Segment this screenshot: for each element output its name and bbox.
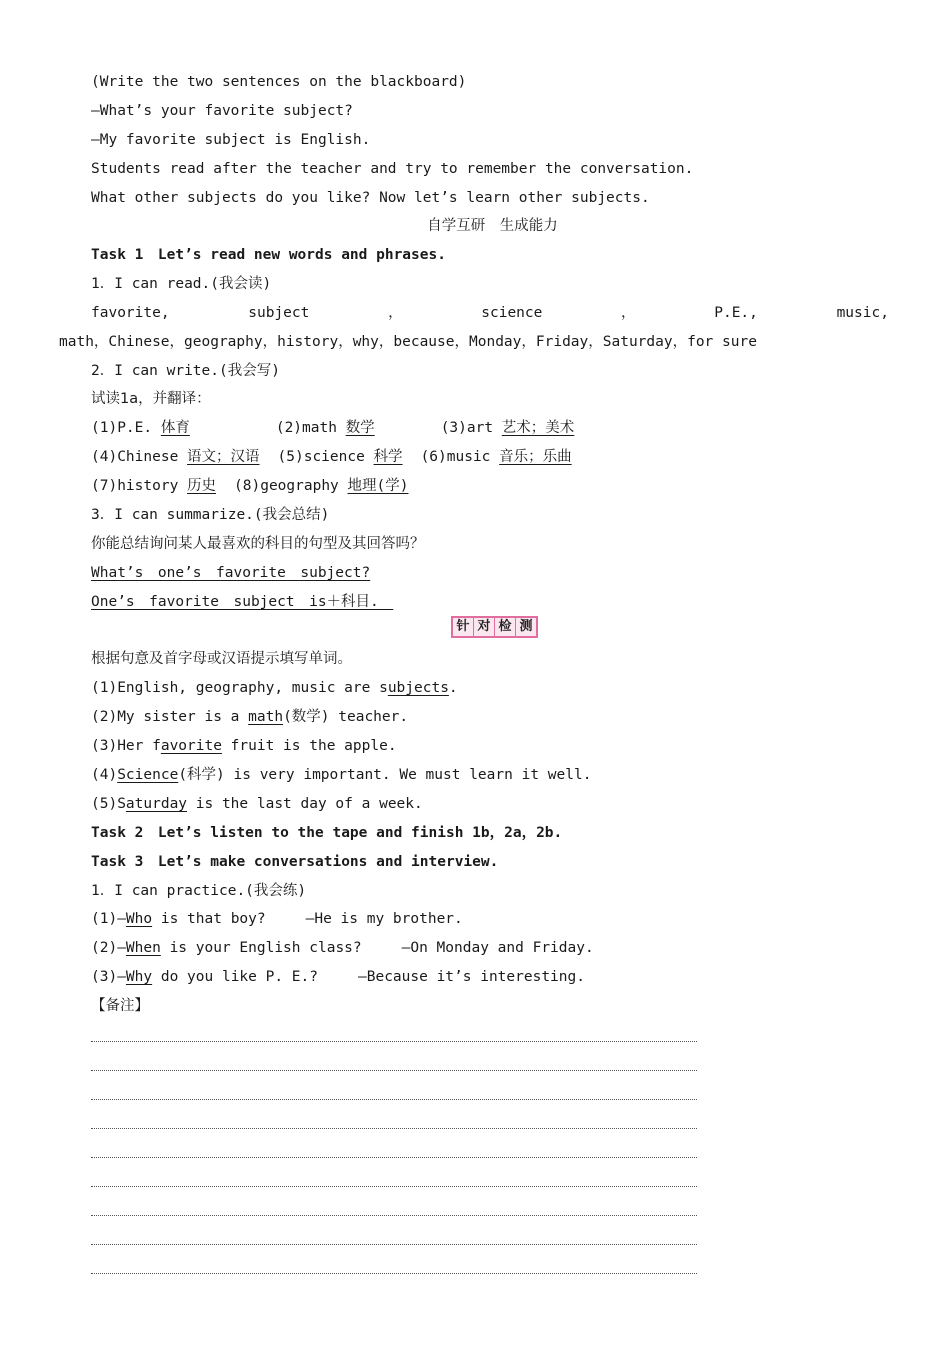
item-reply: —Because it’s interesting.	[358, 969, 585, 985]
item-text: (1)—	[91, 911, 126, 927]
item-reply: —He is my brother.	[305, 911, 463, 927]
translate-prompt: 试读1a，并翻译：	[91, 391, 211, 407]
note-line[interactable]	[91, 1099, 697, 1100]
summarize-label: 3．I can summarize.(我会总结)	[91, 507, 330, 523]
notes-label: 【备注】	[91, 998, 149, 1014]
dialogue-item	[91, 909, 463, 929]
item-text: (4)	[91, 767, 118, 783]
word: favorite,	[91, 305, 170, 321]
word: P.E.,	[714, 305, 758, 321]
item-prefix: (3)art	[440, 420, 502, 436]
section-title: 自学互研 生成能力	[427, 218, 558, 234]
word: subject	[248, 305, 310, 321]
item-prefix: (8)geography	[234, 478, 348, 494]
note-line[interactable]	[91, 1215, 697, 1216]
dialogue-item	[91, 938, 594, 958]
item-answer: 历史	[187, 478, 217, 494]
task3-title: Task 3 Let’s make conversations and interview.	[91, 854, 499, 870]
item-answer: aturday	[125, 796, 188, 812]
word-list-row	[91, 303, 889, 323]
exercise-item	[91, 678, 458, 698]
note-line[interactable]	[91, 1041, 697, 1042]
word-separator: ，	[388, 305, 403, 321]
item-answer: 音乐；乐曲	[499, 449, 572, 465]
translate-row	[91, 447, 572, 467]
item-text: do you like P. E.?	[152, 969, 318, 985]
item-text: (1)English, geography, music are s	[91, 680, 388, 696]
item-text: fruit is the apple.	[221, 738, 397, 754]
item-text: is the last day of a week.	[187, 796, 423, 812]
intro-line: —What’s your favorite subject?	[91, 103, 353, 119]
item-text: is that boy?	[152, 911, 266, 927]
item-text: (3)—	[91, 969, 126, 985]
item-prefix: (4)Chinese	[91, 449, 188, 465]
read-label: 1．I can read.(我会读)	[91, 276, 272, 292]
item-answer: 科学	[373, 449, 403, 465]
badge-char: 对	[474, 618, 495, 636]
word: science	[481, 305, 543, 321]
translate-row	[91, 418, 574, 438]
note-line[interactable]	[91, 1157, 697, 1158]
item-answer: 艺术；美术	[501, 420, 575, 436]
item-text: (2)—	[91, 940, 126, 956]
item-prefix: (1)P.E.	[91, 420, 161, 436]
item-prefix: (2)math	[275, 420, 346, 436]
practice-label: 1．I can practice.(我会练)	[91, 883, 307, 899]
item-answer: Who	[125, 911, 153, 927]
note-line[interactable]	[91, 1070, 697, 1071]
note-line[interactable]	[91, 1244, 697, 1245]
item-text: .	[448, 680, 458, 696]
badge-char: 针	[453, 618, 474, 636]
translate-row	[91, 476, 409, 496]
item-reply: —On Monday and Friday.	[401, 940, 594, 956]
intro-line: (Write the two sentences on the blackboard)	[91, 74, 467, 90]
exercise-item	[91, 707, 408, 727]
check-badge	[451, 616, 538, 638]
summarize-prompt: 你能总结询问某人最喜欢的科目的句型及其回答吗？	[91, 536, 425, 552]
item-answer: Why	[125, 969, 153, 985]
task1-title: Task 1 Let’s read new words and phrases.	[91, 247, 446, 263]
badge-char: 测	[519, 619, 533, 634]
exercise-instruction: 根据句意及首字母或汉语提示填写单词。	[91, 651, 352, 667]
item-text: (2)My sister is a	[91, 709, 249, 725]
item-answer: When	[125, 940, 161, 956]
item-answer: ubjects	[387, 680, 449, 696]
intro-line: Students read after the teacher and try to remember the conversation.	[91, 161, 694, 177]
item-text: (科学) is very important. We must learn it well.	[178, 767, 592, 783]
item-answer: 语文；汉语	[187, 449, 260, 465]
word-separator: ，	[621, 305, 636, 321]
item-prefix: (5)science	[277, 449, 374, 465]
pattern-question: What’s one’s favorite subject?	[91, 565, 371, 581]
word-list-row: math，Chinese，geography，history，why，because，Monday，Friday，Saturday，for sure	[59, 334, 757, 350]
word: music,	[836, 305, 889, 321]
item-text: (3)Her f	[91, 738, 161, 754]
item-answer: avorite	[160, 738, 222, 754]
note-line[interactable]	[91, 1273, 697, 1274]
intro-line: What other subjects do you like? Now let’s learn other subjects.	[91, 190, 650, 206]
item-text: is your English class?	[160, 940, 362, 956]
item-answer: Science	[117, 767, 179, 783]
item-prefix: (7)history	[91, 478, 188, 494]
badge-char: 检	[495, 618, 516, 636]
exercise-item	[91, 736, 397, 756]
item-prefix: (6)music	[420, 449, 500, 465]
item-answer: 数学	[345, 420, 375, 436]
task2-title: Task 2 Let’s listen to the tape and finish 1b，2a，2b.	[91, 825, 563, 841]
note-line[interactable]	[91, 1186, 697, 1187]
item-answer: 地理(学)	[347, 478, 409, 494]
item-text: (5)S	[91, 796, 126, 812]
exercise-item	[91, 794, 423, 814]
dialogue-item	[91, 967, 585, 987]
pattern-answer: One’s favorite subject is＋科目.	[91, 594, 394, 610]
exercise-item	[91, 765, 591, 785]
note-line[interactable]	[91, 1128, 697, 1129]
write-label: 2．I can write.(我会写)	[91, 363, 280, 379]
item-answer: 体育	[160, 420, 190, 436]
item-text: (数学) teacher.	[283, 709, 409, 725]
item-answer: math	[248, 709, 284, 725]
intro-line: —My favorite subject is English.	[91, 132, 371, 148]
